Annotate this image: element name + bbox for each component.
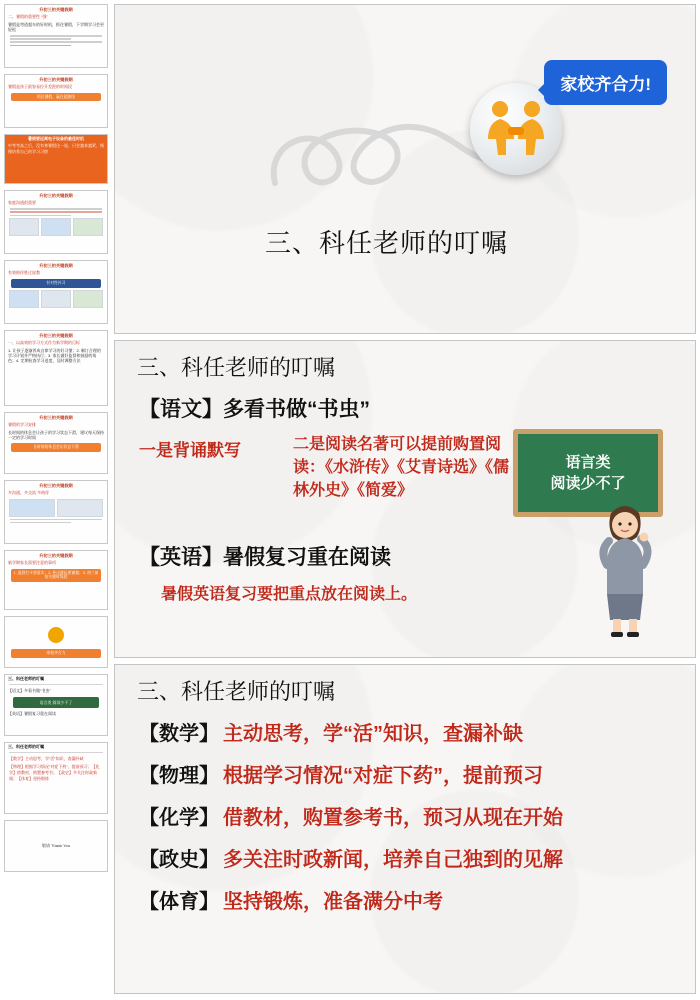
thumbnail-6[interactable] (4, 330, 108, 406)
thumbnail-9[interactable] (4, 550, 108, 610)
thumbnail-title: 升初三的关键假期 (39, 483, 73, 488)
thumbnail-subtitle: 暑假是孩子最容易拉开差距的时间段 (8, 84, 72, 90)
thumbnail-subtitle: 有效陪伴胜过说教 (8, 270, 40, 276)
logo-icon (48, 627, 64, 643)
thumbnail-title: 升初三的关键假期 (39, 263, 73, 268)
list-item (139, 885, 679, 914)
thumbnail-image-row (9, 218, 103, 236)
list-item (139, 801, 679, 830)
subject-advice: 借教材，购置参考书，预习从现在开始 (223, 807, 563, 829)
thumbnail-5[interactable] (4, 260, 108, 324)
thumbnail-image (57, 499, 103, 517)
thumbnail-image (41, 218, 71, 236)
thumbnail-8[interactable] (4, 480, 108, 544)
subject-advice: 多关注时政新闻，培养自己独到的见解 (223, 849, 563, 871)
thumbnail-title: 升初三的关键假期 (39, 193, 73, 198)
chinese-subject-label: 【语文】多看书做“书虫” (139, 398, 370, 421)
thumbnail-callout: 长时间的休息会让状态下滑 (11, 443, 101, 452)
thumbnail-title: 升初三的关键假期 (39, 77, 73, 82)
thumbnail-lines (5, 519, 107, 524)
english-subject-label: 【英语】暑假复习重在阅读 (139, 546, 391, 569)
list-item (139, 759, 679, 788)
thumbnail-1[interactable] (4, 4, 108, 68)
thumbnail-title: 暑假要远离电子设备的最佳时机 (28, 136, 84, 141)
chalkboard-line-2: 阅读少不了 (550, 475, 626, 492)
list-item (139, 717, 679, 746)
thumbnail-subtitle: 家庭沟通很重要 (8, 200, 36, 206)
thumbnail-subtitle: 二、暑假的重要性 “强” (8, 14, 48, 20)
slide-2[interactable] (114, 340, 696, 658)
divider (9, 684, 103, 685)
thumbnail-subtitle: 【数学】主动思考，学“活”知识，查漏补缺 (9, 756, 84, 762)
thumbnail-end-card (5, 821, 107, 871)
thumbnail-title: 升初三的关键假期 (39, 415, 73, 420)
subject-label: 【数学】 (139, 723, 219, 745)
thumbnail-title: 升初三的关键假期 (39, 333, 73, 338)
thumbnail-subtitle: 新学期家长需要注意的事项 (8, 560, 56, 566)
list-item (139, 843, 679, 872)
subject-advice: 根据学习情况“对症下药”，提前预习 (223, 765, 543, 787)
chinese-point-1: 一是背诵默写 (139, 441, 241, 460)
slide-3[interactable] (114, 664, 696, 994)
thumbnail-lines (5, 35, 107, 46)
thumbnail-image (41, 290, 71, 308)
thumbnail-image-row (9, 290, 103, 308)
thumbnail-image (9, 218, 39, 236)
thumbnail-12[interactable] (4, 742, 108, 814)
thumbnail-subtitle: 多沟通，多交流 多陪伴 (8, 490, 50, 496)
subject-label: 【政史】 (139, 849, 219, 871)
slide-title: 三、科任老师的叮嘱 (137, 355, 336, 380)
thumbnail-callout: 家校齐合力 (11, 649, 101, 658)
thumbnail-title: 升初三的关键假期 (39, 7, 73, 12)
thumbnail-subtitle: 暑假的学习安排 (8, 422, 36, 428)
thumbnail-subtitle: 中考考高之后，没有寒暑假这一说，只会越来越紧，慢慢培养自己的学习习惯 (8, 143, 104, 154)
thumbnail-body: 【物理】根据学习情况“对症下药”，提前预习；【化学】借教材，购置参考书；【政史】多关注时政新闻；【体育】坚持锻炼 (9, 764, 100, 781)
thumbnail-title: 升初三的关键假期 (39, 553, 73, 558)
thumbnail-7[interactable] (4, 412, 108, 474)
thumbnail-image (73, 290, 103, 308)
thumbnail-image-row (9, 499, 103, 517)
subject-advice: 坚持锻炼，准备满分中考 (223, 891, 443, 913)
thumbnail-subtitle: 一、以高效的学习方式作为新学期的目标 (8, 340, 80, 346)
slide-title: 三、科任老师的叮嘱 (265, 229, 509, 259)
divider (9, 752, 103, 753)
thumbnail-callout: 针对性补习 (11, 279, 101, 288)
thumbnail-lines (5, 208, 107, 216)
thumbnail-callout: 抓住暑假，赢在起跑线 (11, 93, 101, 102)
thumbnail-11[interactable] (4, 674, 108, 736)
thumbnail-body: 1. 让孩子逐渐养成自律学习的好习惯；2. 制订合理的学习计划并严格执行；3. 家长做好监督和鼓励的角色；4. 定期检查学习进度，及时调整方法 (8, 347, 101, 364)
chalkboard-line-1: 语言类 (565, 454, 611, 471)
thumbnail-subtitle: 【语文】多看书做“书虫” (8, 688, 51, 694)
slide-title: 三、科任老师的叮嘱 (137, 679, 336, 704)
thumbnail-subtitle: 敬请 Thank You (41, 843, 71, 849)
slide-thumbnail-rail[interactable] (4, 4, 108, 996)
thumbnail-3[interactable] (4, 134, 108, 184)
thumbnail-chalkboard: 语言类 阅读少不了 (13, 697, 99, 708)
teacher-illustration (585, 491, 665, 641)
speech-bubble: 家校齐合力! (544, 60, 667, 105)
subject-advice-list (139, 717, 679, 927)
slide-viewer (114, 4, 696, 996)
slide-1[interactable] (114, 4, 696, 334)
subject-advice: 主动思考，学“活”知识，查漏补缺 (223, 723, 523, 745)
chinese-point-2: 二是阅读名著可以提前购置阅读：《水浒传》《艾青诗选》《儒林外史》《简爱》 (293, 436, 510, 500)
thumbnail-image (9, 499, 55, 517)
subject-label: 【物理】 (139, 765, 219, 787)
thumbnail-image (9, 290, 39, 308)
thumbnail-image (73, 218, 103, 236)
thumbnail-title: 三、科任老师的叮嘱 (8, 744, 44, 749)
thumbnail-callout: 1. 监督打卡要落实；2. 外出游玩要谨慎；3. 初三前的关键时间段 (11, 569, 101, 582)
thumbnail-body: 暑假是弯道超车的好时机，抓住暑假，下学期学习会更轻松 (8, 21, 104, 33)
thumbnail-body: 【英语】暑假复习重在阅读 (8, 710, 56, 716)
thumbnail-body: 长时间的休息会让孩子的学习状态下滑，建议每天保持一定的学习时间 (8, 429, 104, 441)
subject-label: 【化学】 (139, 807, 219, 829)
thumbnail-10[interactable] (4, 616, 108, 668)
thumbnail-4[interactable] (4, 190, 108, 254)
subject-label: 【体育】 (139, 891, 219, 913)
thumbnail-13[interactable] (4, 820, 108, 872)
thumbnail-2[interactable] (4, 74, 108, 128)
thumbnail-title: 三、科任老师的叮嘱 (8, 676, 44, 681)
english-note: 暑假英语复习要把重点放在阅读上。 (161, 586, 418, 603)
